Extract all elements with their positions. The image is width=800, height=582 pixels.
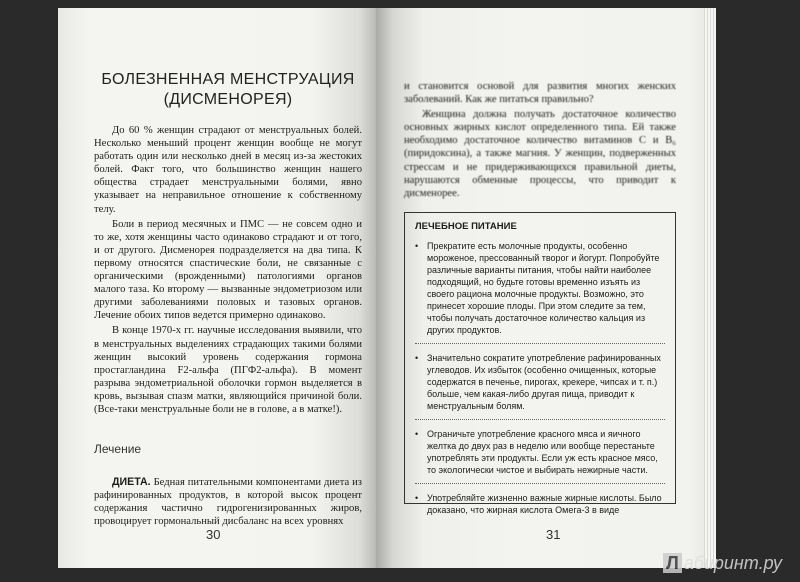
sidebar-item-text: Употребляйте жизненно важные жирные кислоты. Было доказано, что жирная кислота Омега-3 в виде	[427, 492, 662, 515]
sidebar-item-text: Ограничьте употребление красного мяса и яичного желтка до двух раз в неделю или вообще перестаньте употреблять эти продукты. Если уж есть красное мясо, то экологически чистое и выбирать нежирные части.	[427, 428, 658, 475]
diet-text: Бедная питательными компонентами диета из рафинированных продуктов, в которой высок процент содержания частично гидрогенизированных жиров, провоцирует гормональный дисбаланс на всех уровнях	[94, 477, 362, 528]
sidebar-title: ЛЕЧЕБНОЕ ПИТАНИЕ	[415, 220, 517, 232]
left-paragraph-1: До 60 % женщин страдают от менструальных болей. Несколько меньший процент женщин вообще не могут работать один или несколько дней в месяц из-за жестоких болей. Факт того, что большинство женщин нашего общества страдает менструальными болями, явно указывает на неправильное отношение к собственному телу.	[94, 125, 362, 215]
sidebar-item	[415, 240, 665, 344]
therapeutic-nutrition-box	[404, 212, 676, 515]
left-paragraph-3: В конце 1970-х гг. научные исследования выявили, что в менструальных выделениях страдающих такими болями женщин высокий уровень содержания гормона простагландина F2-альфа (ПГФ2-альфа). В момент разрыва эндометриальной оболочки гормон выделяется в кровь, вызывая спазм матки, являющийся причиной боли. (Все-таки менструальные боли не в голове, а в матке!).	[94, 325, 362, 415]
sidebar-item-text: Значительно сократите употребление рафинированных углеводов. Их избыток (особенно очищенных, которые содержатся в печенье, пирогах, крекере, чипсах и т. п.) больше, чем какая-либо другая пища, приводит к менструальным болям.	[427, 352, 661, 411]
sidebar-item	[415, 492, 665, 523]
sidebar-item	[415, 352, 665, 420]
watermark-text: абиринт.ру	[683, 553, 782, 573]
diet-paragraph	[94, 476, 362, 528]
sidebar-item-text: Прекратите есть молочные продукты, особенно мороженое, прессованный творог и йогурт. Попробуйте различные варианты питания, чтобы найти наиболее подходящий, но будьте готовы временно изъять из своего рациона молочные продукты. Возможно, это принесет хорошие плоды. При этом следите за тем, чтобы получать достаточное количество кальция из других продуктов.	[427, 240, 660, 335]
open-book	[58, 8, 716, 568]
left-page-number: 30	[206, 527, 221, 542]
chapter-title-line2: (ДИСМЕНОРЕЯ)	[163, 91, 293, 108]
right-page	[376, 8, 716, 568]
section-subheading: Лечение	[94, 442, 142, 457]
bullet-icon: •	[415, 492, 419, 503]
bullet-icon: •	[415, 352, 419, 363]
page-edges	[704, 8, 716, 568]
bullet-icon: •	[415, 428, 419, 439]
right-paragraph-1: и становится основой для развития многих женских заболеваний. Как же питаться правильно?	[404, 81, 676, 106]
diet-label: ДИЕТА.	[112, 476, 151, 489]
labirint-logo-icon: Л	[663, 553, 682, 573]
right-paragraph-2: Женщина должна получать достаточное количество основных жирных кислот определенного типа. Ей также необходимо достаточное количество витаминов С и В₆ (пиридоксина), а также магния. У женщин, подверженных стрессам и не придерживающихся правильной диеты, нарушаются обменные процессы, что приводит к дисменорее.	[404, 109, 676, 199]
sidebar-item	[415, 428, 665, 484]
left-page	[58, 8, 376, 568]
labirint-watermark	[663, 553, 782, 574]
chapter-title-line1: БОЛЕЗНЕННАЯ МЕНСТРУАЦИЯ	[101, 71, 355, 88]
left-paragraph-2: Боли в период месячных и ПМС — не совсем одно и то же, хотя женщины часто одинаково страдают и от того, и от другого. Дисменорея подразделяется на два типа. К первому относятся спастические боли, не связанные с органическими (врожденными) патологиями органов малого таза. Ко второму — вызванные эндометриозом или другими заболеваниями половых и тазовых органов. Лечение обоих типов ведется примерно одинаково.	[94, 218, 362, 322]
bullet-icon: •	[415, 240, 419, 251]
right-page-number: 31	[546, 527, 561, 542]
chapter-title	[94, 70, 362, 110]
